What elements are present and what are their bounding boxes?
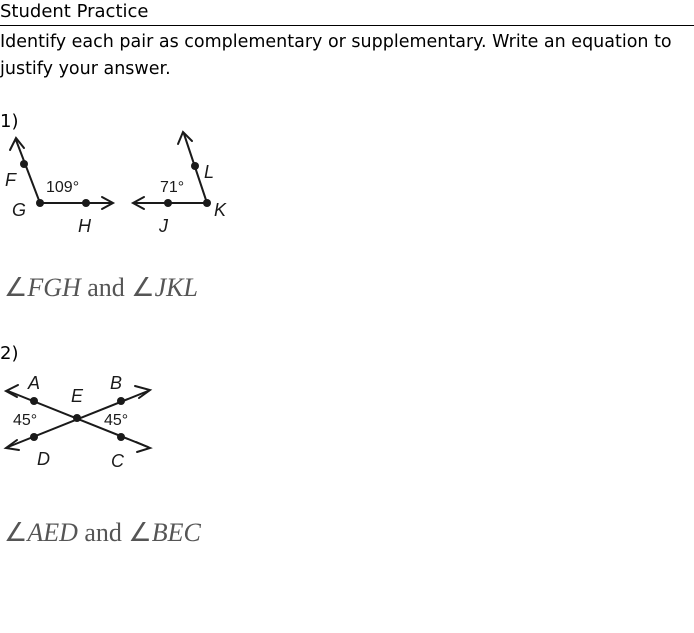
point-h xyxy=(82,199,90,207)
arrowhead-c xyxy=(136,442,150,452)
angle-name-aed: AED xyxy=(27,518,78,547)
point-c xyxy=(117,433,125,441)
conjunction: and xyxy=(77,518,129,547)
label-g: G xyxy=(12,200,27,220)
point-e xyxy=(73,414,81,422)
point-j xyxy=(164,199,172,207)
problem-2-figure xyxy=(0,368,170,478)
header-title: Student Practice xyxy=(0,1,149,22)
label-l: L xyxy=(204,162,215,182)
label-a: A xyxy=(28,373,41,393)
label-d: D xyxy=(37,449,50,469)
angle-symbol: ∠ xyxy=(131,273,155,302)
point-g xyxy=(36,199,44,207)
point-f xyxy=(20,160,28,168)
problem-1-number: 1) xyxy=(0,111,19,132)
label-j: J xyxy=(159,216,168,236)
angle-fgh xyxy=(10,138,113,209)
ray-gf xyxy=(16,140,40,203)
label-h: H xyxy=(78,216,91,236)
label-k: K xyxy=(214,200,227,220)
angle-name-jkl: JKL xyxy=(154,273,198,302)
angle-name-bec: BEC xyxy=(151,518,201,547)
angle-symbol: ∠ xyxy=(4,518,28,547)
angle-name-fgh: FGH xyxy=(27,273,81,302)
label-e: E xyxy=(71,386,84,406)
problem-1-figure xyxy=(0,128,250,240)
header-rule xyxy=(0,25,694,26)
label-c: C xyxy=(111,451,124,471)
point-b xyxy=(117,397,125,405)
angle-jkl xyxy=(133,132,207,209)
problem-1-statement xyxy=(4,273,198,303)
label-f: F xyxy=(5,170,16,190)
angle-symbol: ∠ xyxy=(4,273,28,302)
point-k xyxy=(203,199,211,207)
point-a xyxy=(30,397,38,405)
label-109-deg: 109° xyxy=(46,179,80,196)
label-b: B xyxy=(110,373,123,393)
instructions: Identify each pair as complementary or supplementary. Write an equation to justify your answer. xyxy=(0,32,672,79)
label-71-deg: 71° xyxy=(160,179,185,196)
angle-symbol: ∠ xyxy=(128,518,152,547)
point-d xyxy=(30,433,38,441)
problem-2-statement xyxy=(4,518,201,548)
problem-2-number: 2) xyxy=(0,343,19,364)
conjunction: and xyxy=(80,273,132,302)
point-l xyxy=(191,162,199,170)
label-45-deg-left: 45° xyxy=(13,412,38,429)
label-45-deg-right: 45° xyxy=(104,412,129,429)
